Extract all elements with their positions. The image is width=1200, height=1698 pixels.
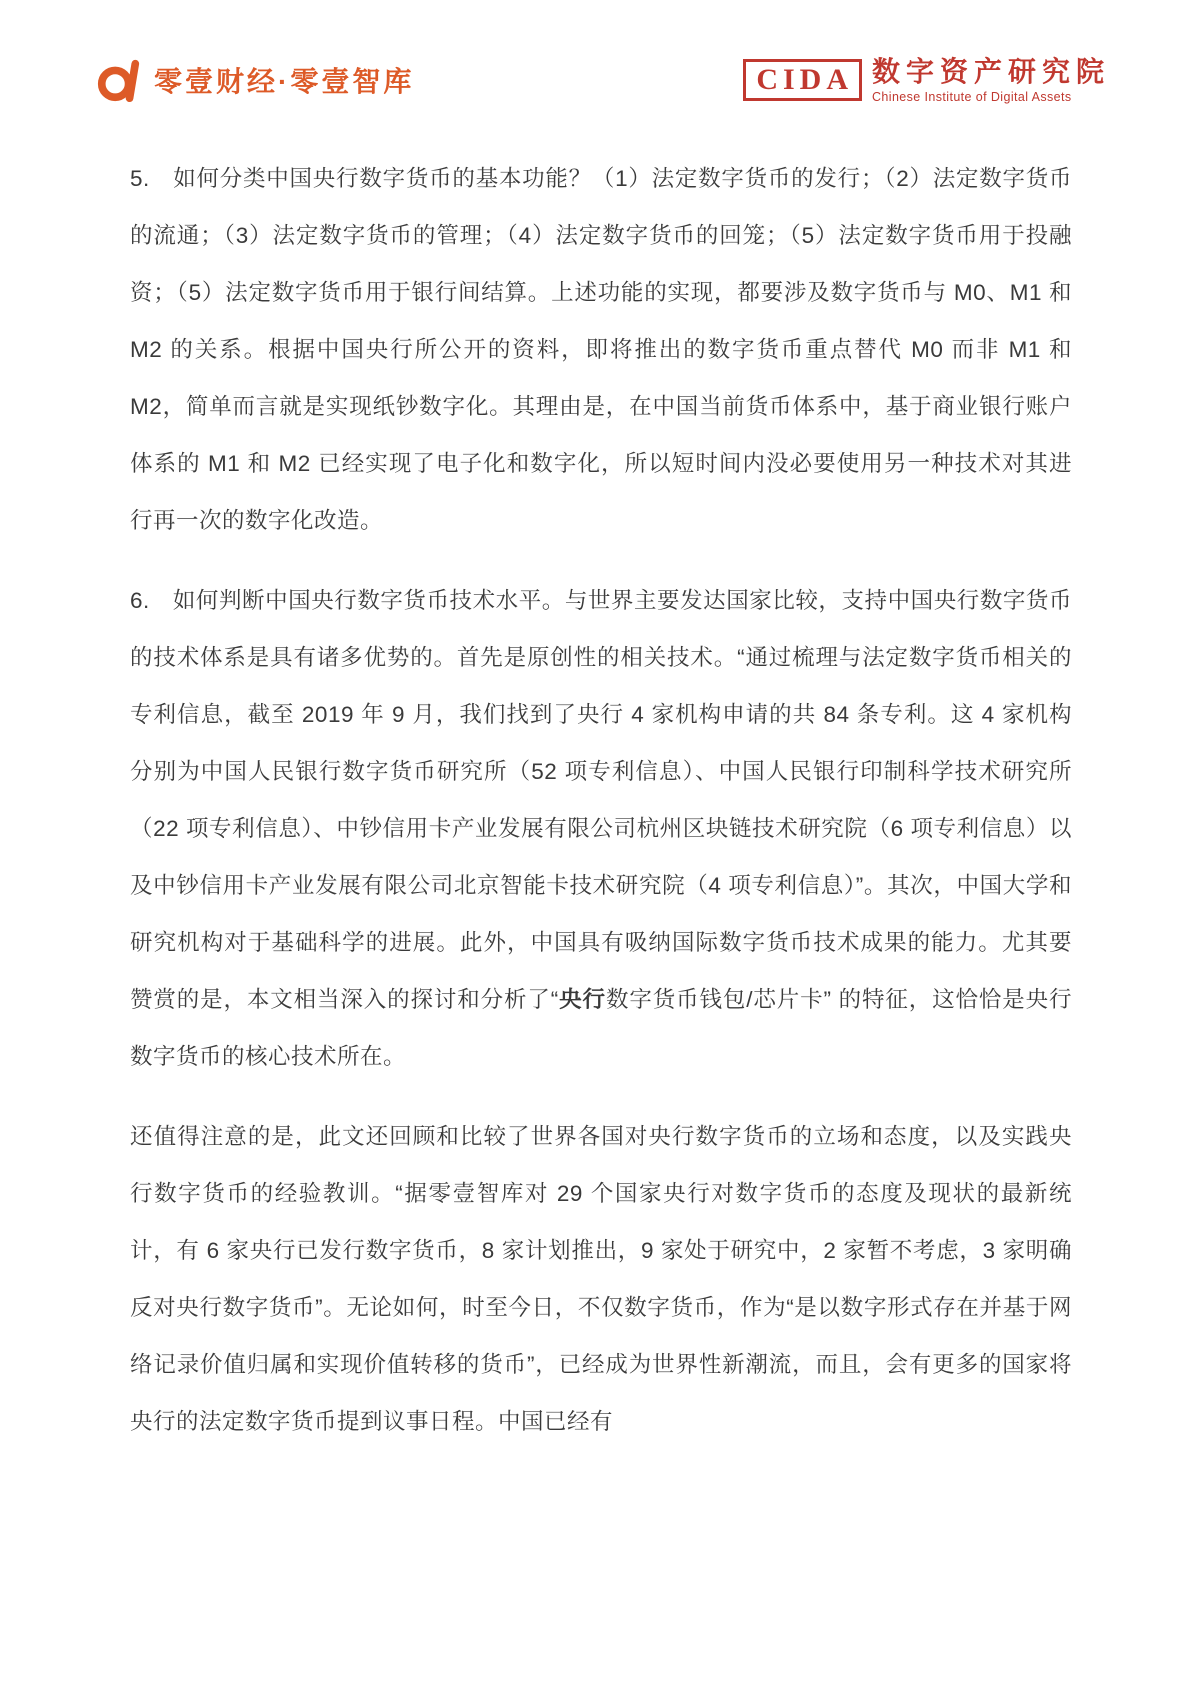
page-header — [0, 0, 1200, 110]
brand-right-name: 数字资产研究院 — [871, 55, 1110, 87]
brand-left-name: 零壹财经·零壹智库 — [154, 66, 415, 97]
paragraph-text: 6. 如何判断中国央行数字货币技术水平。与世界主要发达国家比较，支持中国央行数字货币的技术体系是具有诸多优势的。首先是原创性的相关技术。“通过梳理与法定数字货币相关的专利信息，截至 2019 年 9 月，我们找到了央行 4 家机构申请的共 84 条专利。这 4 家机构分别为中国人民银行数字货币研究所（52 项专利信息）、中国人民银行印制科学技术研究所（22 项专利信息）、中钞信用卡产业发展有限公司杭州区块链技术研究院（6 项专利信息）以及中钞信用卡产业发展有限公司北京智能卡技术研究院（4 项专利信息）”。其次，中国大学和研究机构对于基础科学的进展。此外，中国具有吸纳国际数字货币技术成果的能力。尤其要赞赏的是，本文相当深入的探讨和分析了“ — [130, 588, 1072, 1012]
paragraph — [130, 150, 1072, 549]
brand-left — [96, 57, 414, 103]
paragraph-text: 数字货币钱包/芯片卡” 的特征，这恰恰是央行数字货币的核心技术所在。 — [130, 987, 1072, 1069]
brand-right-subtitle: Chinese Institute of Digital Assets — [871, 89, 1072, 104]
brand-right — [743, 56, 1110, 105]
paragraph-text: 还值得注意的是，此文还回顾和比较了世界各国对央行数字货币的立场和态度，以及实践央行数字货币的经验教训。“据零壹智库对 29 个国家央行对数字货币的态度及现状的最新统计，有 6 家央行已发行数字货币，8 家计划推出，9 家处于研究中，2 家暂不考虑，3 家明确反对央行数字货币”。无论如何，时至今日，不仅数字货币，作为“是以数字形式存在并基于网络记录价值归属和实现价值转移的货币”，已经成为世界性新潮流，而且，会有更多的国家将央行的法定数字货币提到议事日程。中国已经有 — [130, 1124, 1072, 1434]
paragraph — [130, 1108, 1072, 1450]
lingyi-alpha-logo-icon — [96, 57, 142, 103]
paragraph — [130, 572, 1072, 1085]
brand-right-text — [872, 56, 1110, 105]
document-body — [130, 150, 1072, 1450]
paragraph-text: 5. 如何分类中国央行数字货币的基本功能？（1）法定数字货币的发行；（2）法定数字货币的流通；（3）法定数字货币的管理；（4）法定数字货币的回笼；（5）法定数字货币用于投融资；（5）法定数字货币用于银行间结算。上述功能的实现，都要涉及数字货币与 M0、M1 和 M2 的关系。根据中国央行所公开的资料，即将推出的数字货币重点替代 M0 而非 M1 和 M2，简单而言就是实现纸钞数字化。其理由是，在中国当前货币体系中，基于商业银行账户体系的 M1 和 M2 已经实现了电子化和数字化，所以短时间内没必要使用另一种技术对其进行再一次的数字化改造。 — [130, 166, 1072, 533]
cida-logo-icon: CIDA — [743, 59, 862, 101]
paragraph-text-bold: 央行 — [558, 987, 606, 1012]
